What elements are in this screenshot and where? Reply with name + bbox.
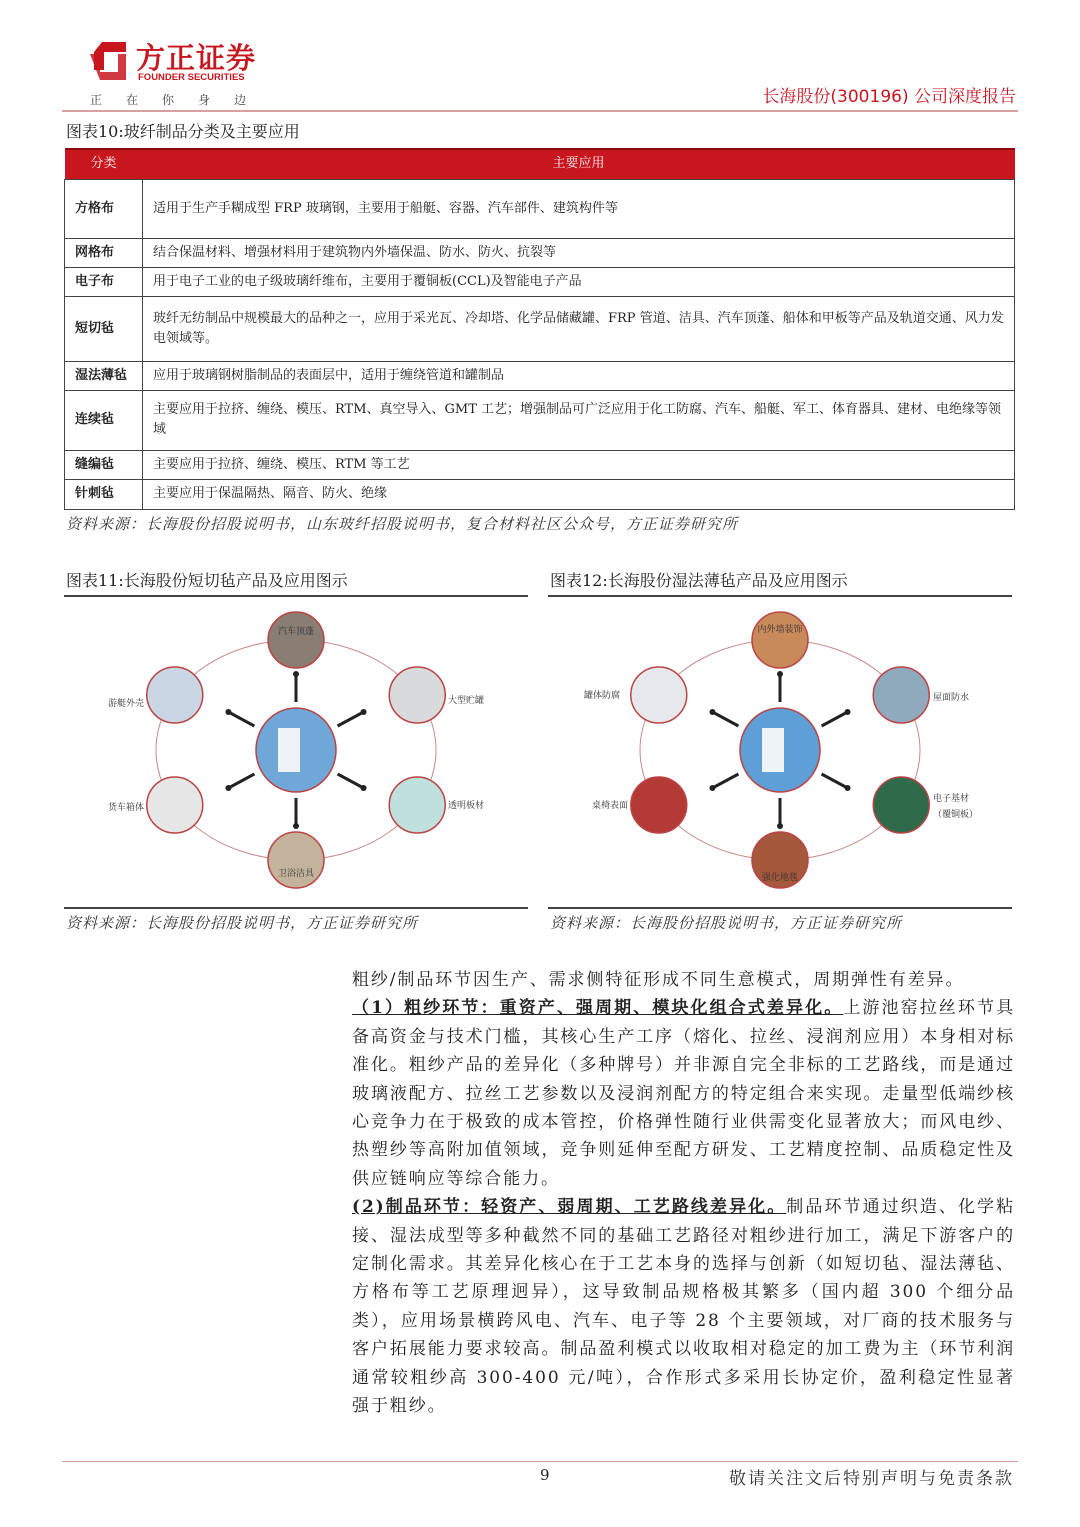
table-row xyxy=(65,238,1015,267)
application-label: 内外墙装饰 xyxy=(757,625,803,635)
application-cell: 主要应用于拉挤、缠绕、模压、RTM 等工艺 xyxy=(143,450,1015,479)
application-photo xyxy=(631,667,687,723)
category-cell: 针刺毡 xyxy=(65,479,143,509)
fig10-caption: 图表10:玻纤制品分类及主要应用 xyxy=(66,122,300,141)
application-label: 汽车顶蓬 xyxy=(277,627,315,637)
application-label: 透明板材 xyxy=(448,801,485,811)
arrow-icon xyxy=(338,774,364,788)
category-cell: 网格布 xyxy=(65,238,143,267)
application-label: 罐体防腐 xyxy=(583,691,620,701)
disclaimer-link[interactable]: 敬请关注文后特别声明与免责条款 xyxy=(729,1469,1014,1489)
footer-divider xyxy=(62,1461,1018,1462)
application-photo xyxy=(147,777,203,833)
table-row xyxy=(65,179,1015,238)
application-cell: 适用于生产手糊成型 FRP 玻璃钢，主要用于船艇、容器、汽车部件、建筑构件等 xyxy=(143,179,1015,238)
arrow-head xyxy=(845,785,851,791)
category-cell: 湿法薄毡 xyxy=(65,361,143,390)
paragraph xyxy=(352,1193,1015,1420)
application-photo xyxy=(631,777,687,833)
application-label: 强化地毯 xyxy=(761,873,799,883)
header-divider xyxy=(62,110,1018,112)
application-photo xyxy=(752,612,808,668)
category-cell: 电子布 xyxy=(65,267,143,296)
fig11-source: 资料来源：长海股份招股说明书，方正证券研究所 xyxy=(66,914,419,932)
table-row xyxy=(65,361,1015,390)
arrow-head xyxy=(225,709,231,715)
paragraph-lead: (2)制品环节：轻资产、弱周期、工艺路线差异化。 xyxy=(352,1197,787,1218)
paragraph xyxy=(352,994,1015,1193)
category-cell: 短切毡 xyxy=(65,296,143,361)
fig11-caption: 图表11:长海股份短切毡产品及应用图示 xyxy=(66,571,348,590)
col-header-category: 分类 xyxy=(65,149,143,179)
col-header-application: 主要应用 xyxy=(143,149,1015,179)
application-label: 大型贮罐 xyxy=(448,696,485,706)
table-row xyxy=(65,479,1015,509)
table-row xyxy=(65,267,1015,296)
application-photo xyxy=(389,667,445,723)
application-label: 电子基材 xyxy=(933,794,970,804)
table-row xyxy=(65,450,1015,479)
arrow-head xyxy=(293,671,299,677)
application-label: 游艇外壳 xyxy=(107,699,144,709)
arrow-icon xyxy=(228,712,254,726)
divider xyxy=(548,595,1012,597)
arrow-head xyxy=(361,709,367,715)
category-cell: 缝编毡 xyxy=(65,450,143,479)
application-cell: 玻纤无纺制品中规模最大的品种之一，应用于采光瓦、冷却塔、化学品储藏罐、FRP 管道、洁具、汽车顶蓬、船体和甲板等产品及轨道交通、风力发电领域等。 xyxy=(143,296,1015,361)
arrow-head xyxy=(709,785,715,791)
logo-text: 方正证券 xyxy=(136,41,257,75)
product-roll xyxy=(278,728,300,772)
application-photo xyxy=(873,777,929,833)
logo-mark xyxy=(88,40,128,82)
application-label: （覆铜板） xyxy=(933,810,979,820)
application-label: 卫浴洁具 xyxy=(277,869,315,879)
divider xyxy=(64,595,528,597)
application-label: 屋面防水 xyxy=(933,693,970,703)
application-cell: 主要应用于拉挤、缠绕、模压、RTM、真空导入、GMT 工艺；增强制品可广泛应用于化工防腐、汽车、船艇、军工、体育器具、建材、电绝缘等领域 xyxy=(143,390,1015,450)
paragraph-lead: （1）粗纱环节：重资产、强周期、模块化组合式差异化。 xyxy=(352,998,844,1019)
report-title: 长海股份(300196) 公司深度报告 xyxy=(762,87,1016,107)
arrow-icon xyxy=(712,712,738,726)
application-photo xyxy=(147,667,203,723)
application-photo xyxy=(873,667,929,723)
divider xyxy=(548,907,1012,909)
paragraph-text: 制品环节通过织造、化学粘接、湿法成型等多种截然不同的基础工艺路径对粗纱进行加工，满足下游客户的定制化需求。其差异化核心在于工艺本身的选择与创新（如短切毡、湿法薄毡、方格布等工艺原理迥异），这导致制品规格极其繁多（国内超 300 个细分品类），应用场景横跨风电、汽车、电子等 28 个主要领域，对厂商的技术服务与客户拓展能力要求较高。制品盈利模式以收取相对稳定的加工费为主（环节利润通常较粗纱高 300-400 元/吨），合作形式多采用长协定价，盈利稳定性显著强于粗纱。 xyxy=(352,1197,1015,1417)
logo-english: FOUNDER SECURITIES xyxy=(138,72,245,83)
application-cell: 主要应用于保温隔热、隔音、防火、绝缘 xyxy=(143,479,1015,509)
fig12-source: 资料来源：长海股份招股说明书，方正证券研究所 xyxy=(550,914,903,932)
application-cell: 应用于玻璃钢树脂制品的表面层中，适用于缠绕管道和罐制品 xyxy=(143,361,1015,390)
application-photo xyxy=(268,832,324,888)
arrow-head xyxy=(293,823,299,829)
divider xyxy=(64,907,528,909)
arrow-icon xyxy=(712,774,738,788)
fig11-diagram xyxy=(64,610,528,900)
fig10-source: 资料来源：长海股份招股说明书，山东玻纤招股说明书，复合材料社区公众号，方正证券研究所 xyxy=(66,515,739,533)
category-cell: 连续毡 xyxy=(65,390,143,450)
application-label: 货车箱体 xyxy=(107,803,144,813)
application-photo xyxy=(389,777,445,833)
arrow-icon xyxy=(338,712,364,726)
category-cell: 方格布 xyxy=(65,179,143,238)
body-text xyxy=(352,966,1015,1421)
application-cell: 结合保温材料、增强材料用于建筑物内外墙保温、防水、防火、抗裂等 xyxy=(143,238,1015,267)
arrow-head xyxy=(777,671,783,677)
product-roll xyxy=(762,728,784,772)
application-photo xyxy=(268,612,324,668)
table-row xyxy=(65,296,1015,361)
paragraph: 粗纱/制品环节因生产、需求侧特征形成不同生意模式，周期弹性有差异。 xyxy=(352,970,965,990)
arrow-head xyxy=(361,785,367,791)
fig10-table xyxy=(64,148,1015,510)
arrow-head xyxy=(225,785,231,791)
arrow-icon xyxy=(822,712,848,726)
paragraph-text: 上游池窑拉丝环节具备高资金与技术门槛，其核心生产工序（熔化、拉丝、浸润剂应用）本身相对标准化。粗纱产品的差异化（多种牌号）并非源自完全非标的工艺路线，而是通过玻璃液配方、拉丝工艺参数以及浸润剂配方的特定组合来实现。走量型低端纱核心竞争力在于极致的成本管控，价格弹性随行业供需变化显著放大；而风电纱、热塑纱等高附加值领域，竞争则延伸至配方研发、工艺精度控制、品质稳定性及供应链响应等综合能力。 xyxy=(352,998,1015,1189)
arrow-icon xyxy=(822,774,848,788)
arrow-head xyxy=(777,823,783,829)
fig12-caption: 图表12:长海股份湿法薄毡产品及应用图示 xyxy=(550,571,848,590)
table-row xyxy=(65,390,1015,450)
page-number: 9 xyxy=(540,1466,550,1484)
arrow-head xyxy=(845,709,851,715)
application-label: 桌椅表面 xyxy=(591,801,628,811)
arrow-icon xyxy=(228,774,254,788)
fig12-diagram xyxy=(548,610,1012,900)
slogan: 正在你身边 xyxy=(90,93,271,107)
application-cell: 用于电子工业的电子级玻璃纤维布，主要用于覆铜板(CCL)及智能电子产品 xyxy=(143,267,1015,296)
arrow-head xyxy=(709,709,715,715)
